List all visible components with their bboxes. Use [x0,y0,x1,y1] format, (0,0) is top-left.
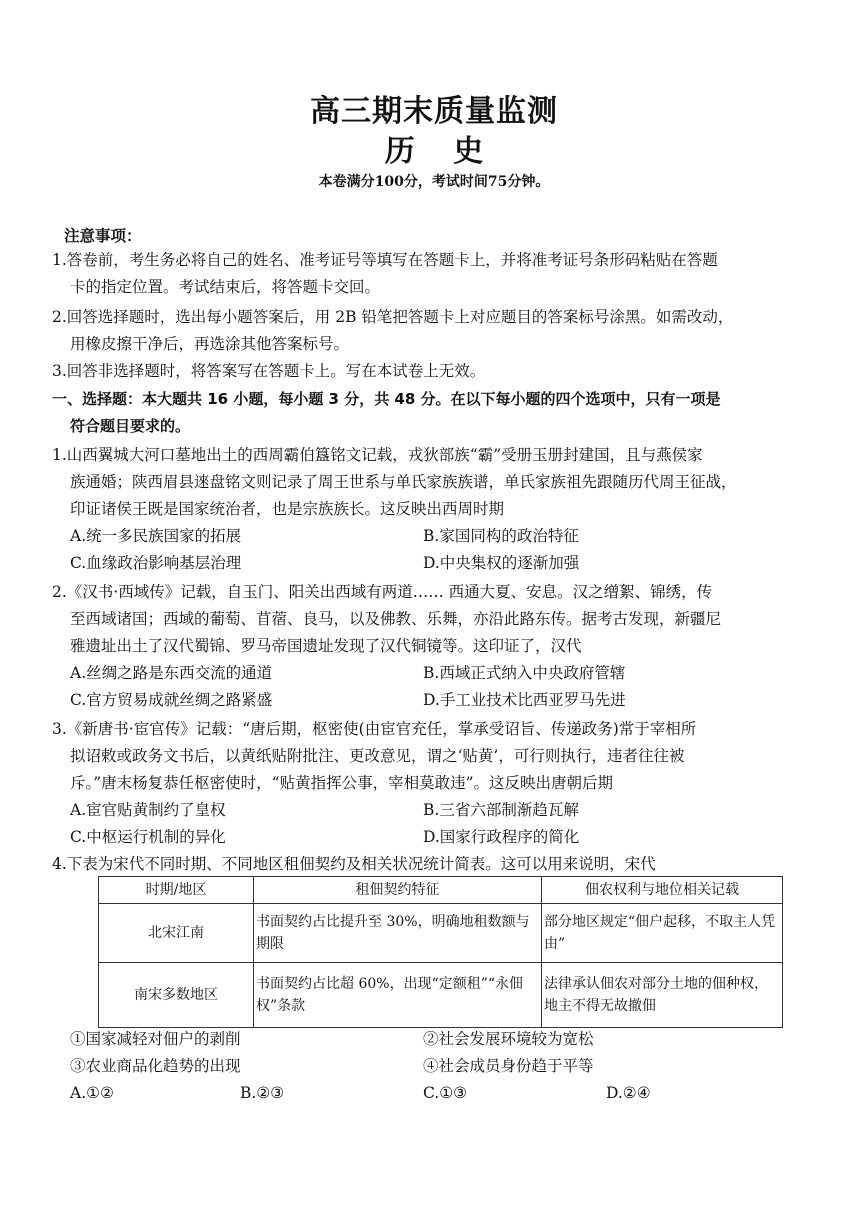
question-2-option-a[interactable]: A.丝绸之路是东西交流的通道 [70,664,273,682]
table-cell: 部分地区规定“佃户起移，不取主人凭由” [542,904,783,963]
table-cell: 书面契约占比超 60%，出现“定额租”“永佃权”条款 [254,963,542,1028]
table-cell: 书面契约占比提升至 30%，明确地租数额与期限 [254,904,542,963]
question-1-stem: 印证诸侯王既是国家统治者，也是宗族族长。这反映出西周时期 [70,500,505,518]
question-3-stem: 3.《新唐书·宦官传》记载：“唐后期，枢密使(由宦官充任，掌承受诏旨、传递政务)常于宰相所 [52,720,697,738]
question-4-option-c[interactable]: C.①③ [423,1084,468,1102]
question-3-stem: 拟诏敕或政务文书后，以黄纸贴附批注、更改意见，谓之‘贴黄’，可行则执行，违者往往被 [70,747,685,765]
section-heading: 一、选择题：本大题共 16 小题，每小题 3 分，共 48 分。在以下每小题的四个选项中，只有一项是 [52,390,721,408]
question-4-item-4: ④社会成员身份趋于平等 [423,1057,594,1075]
table-header-row [99,877,783,904]
question-3-option-c[interactable]: C.中枢运行机制的异化 [70,828,226,846]
question-1-stem: 族通婚；陕西眉县逨盘铭文则记录了周王世系与单氏家族族谱，单氏家族祖先跟随历代周王征战， [70,473,737,491]
question-1-option-d[interactable]: D.中央集权的逐渐加强 [423,554,580,572]
table-cell: 北宋江南 [99,904,254,963]
question-4-item-1: ①国家减轻对佃户的剥削 [70,1030,241,1048]
exam-title: 高三期末质量监测 [310,94,558,129]
question-2-option-d[interactable]: D.手工业技术比西亚罗马先进 [423,691,626,709]
question-2-stem: 2.《汉书·西域传》记载，自玉门、阳关出西域有两道…… 西通大夏、安息。汉之缯絮、锦绣，传 [52,583,713,601]
table-cell: 南宋多数地区 [99,963,254,1028]
notice-line: 卡的指定位置。考试结束后，将答题卡交回。 [70,278,381,296]
question-2-option-c[interactable]: C.官方贸易成就丝绸之路紧盛 [70,691,273,709]
question-4-option-b[interactable]: B.②③ [240,1084,285,1102]
question-3-stem: 斥。”唐末杨复恭任枢密使时，“贴黄指挥公事，宰相莫敢违”。这反映出唐朝后期 [70,774,614,792]
question-2-option-b[interactable]: B.西域正式纳入中央政府管辖 [423,664,626,682]
question-4-option-d[interactable]: D.②④ [606,1084,651,1102]
question-1-stem: 1.山西翼城大河口墓地出土的西周霸伯簋铭文记载，戎狄部族“霸”受册玉册封建国，且与燕侯家 [52,446,703,464]
table-row [99,904,783,963]
question-1-option-b[interactable]: B.家国同构的政治特征 [423,527,579,545]
question-4-stem: 4.下表为宋代不同时期、不同地区租佃契约及相关状况统计简表。这可以用来说明，宋代 [52,855,656,873]
question-3-option-d[interactable]: D.国家行政程序的简化 [423,828,580,846]
table-cell: 法律承认佃农对部分土地的佃种权，地主不得无故撤佃 [542,963,783,1028]
question-4-item-2: ②社会发展环境较为宽松 [423,1030,594,1048]
notice-line: 1.答卷前，考生务必将自己的姓名、准考证号等填写在答题卡上，并将准考证号条形码粘贴在答题 [52,251,718,269]
exam-note: 本卷满分100分，考试时间75分钟。 [318,174,550,190]
question-4-item-3: ③农业商品化趋势的出现 [70,1057,241,1075]
question-4-option-a[interactable]: A.①② [70,1084,114,1102]
notice-line: 2.回答选择题时，选出每小题答案后，用 2B 铅笔把答题卡上对应题目的答案标号涂黑。如需改动， [52,308,734,326]
table-header: 时期/地区 [99,877,254,904]
notice-line: 用橡皮擦干净后，再选涂其他答案标号。 [70,335,350,353]
question-2-stem: 雅遗址出土了汉代蜀锦、罗马帝国遗址发现了汉代铜镜等。这印证了，汉代 [70,637,582,655]
question-1-option-c[interactable]: C.血缘政治影响基层治理 [70,554,242,572]
subject-title: 历 史 [384,134,498,169]
table-header: 佃农权利与地位相关记载 [542,877,783,904]
question-3-option-a[interactable]: A.宦官贴黄制约了皇权 [70,801,226,819]
question-2-stem: 至西域诸国；西域的葡萄、苜蓿、良马，以及佛教、乐舞，亦沿此路东传。据考古发现，新疆尼 [70,610,722,628]
question-1-option-a[interactable]: A.统一多民族国家的拓展 [70,527,242,545]
question-3-option-b[interactable]: B.三省六部制渐趋瓦解 [423,801,579,819]
notice-heading: 注意事项： [64,227,142,245]
tenancy-table [98,876,783,1028]
table-row [99,963,783,1028]
table-header: 租佃契约特征 [254,877,542,904]
notice-line: 3.回答非选择题时，将答案写在答题卡上。写在本试卷上无效。 [52,362,486,380]
section-heading-cont: 符合题目要求的。 [70,417,191,435]
